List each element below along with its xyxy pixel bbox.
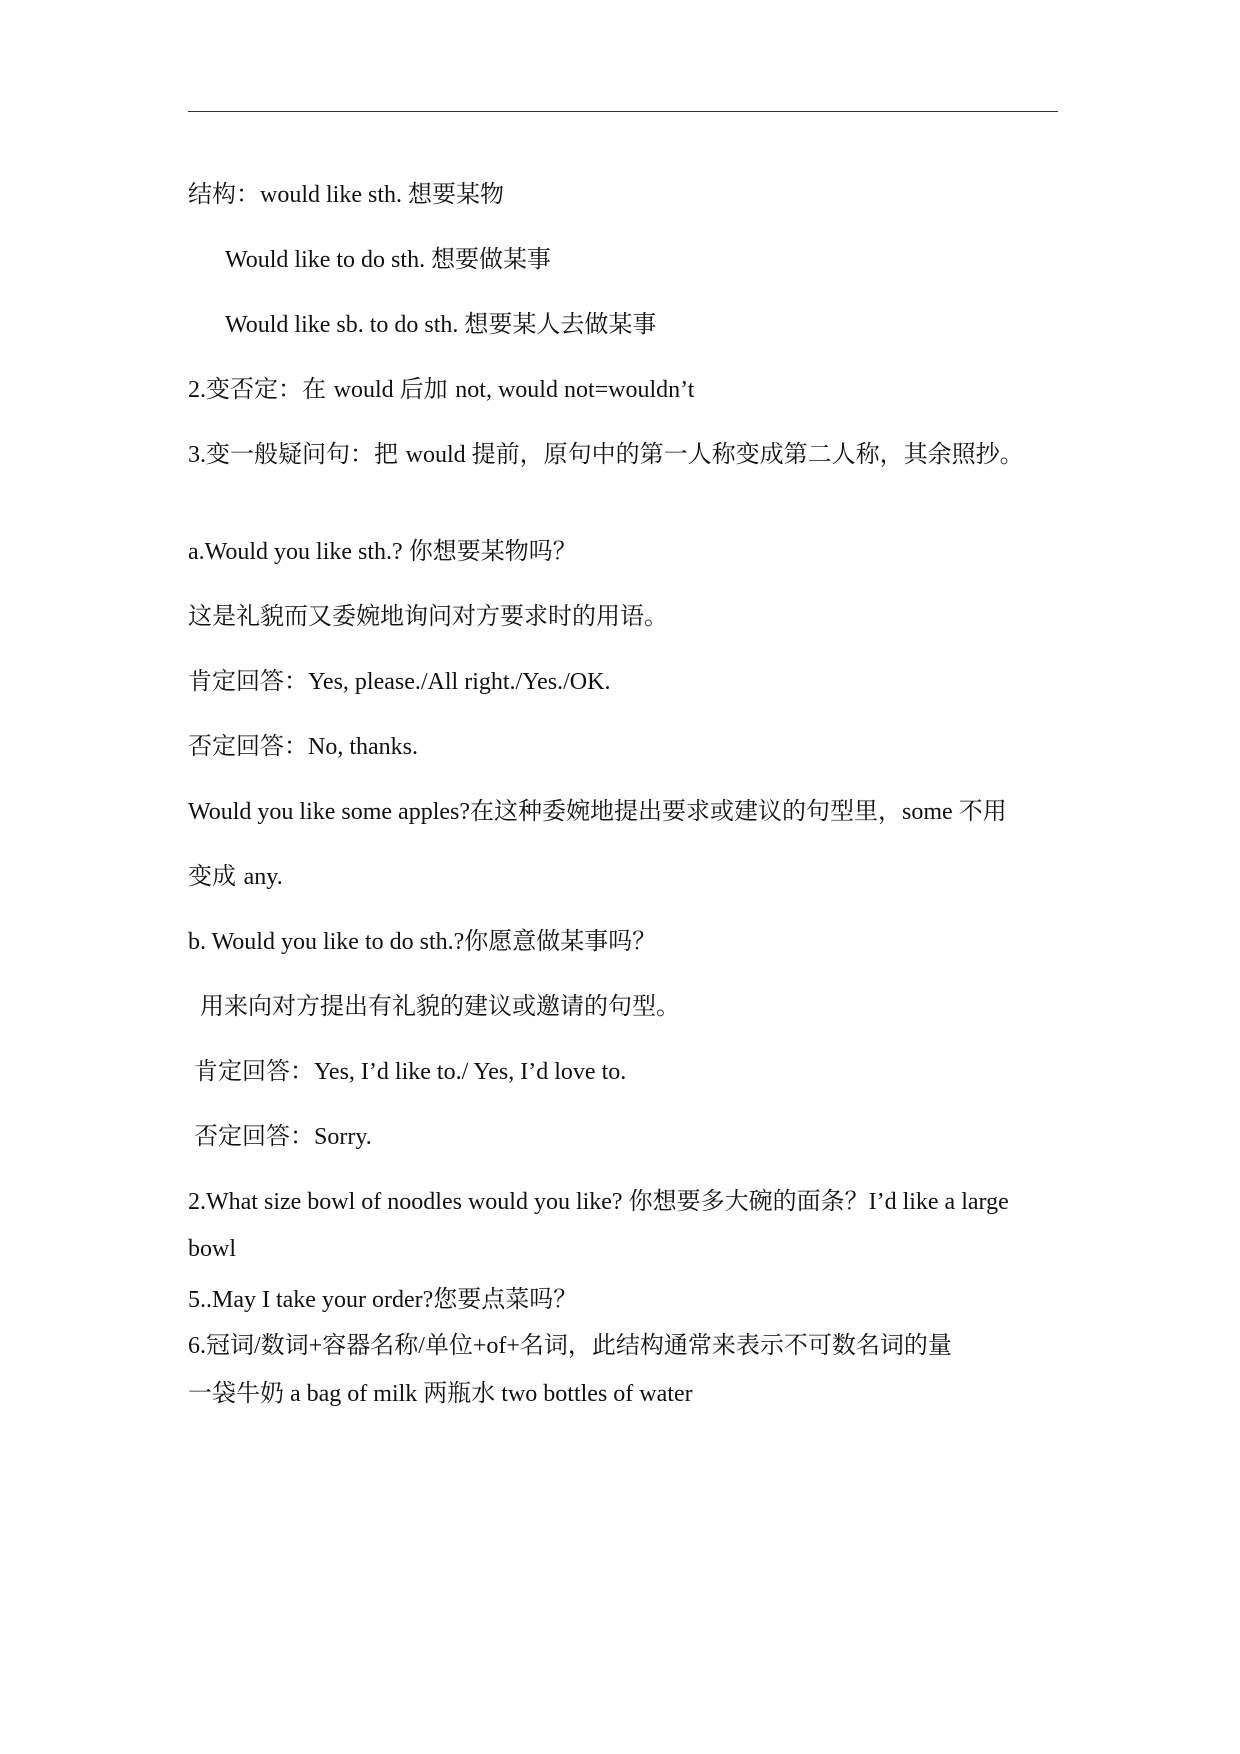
text: 2.: [188, 377, 206, 403]
item-a-line: [188, 535, 577, 568]
text: 在这种委婉地提出要求或建议的句型里，: [470, 797, 903, 825]
text: 后加: [399, 375, 456, 403]
affirmative-answer-a: [188, 665, 610, 698]
text: some: [902, 799, 959, 825]
text: a.Would you like sth.?: [188, 539, 409, 565]
text: 变成: [188, 862, 244, 890]
text: Yes, I’d like to./ Yes, I’d love to.: [314, 1059, 627, 1085]
text: 变否定：在: [206, 375, 334, 403]
text: any.: [243, 864, 283, 890]
structure-line: [188, 178, 504, 211]
text: Sorry.: [314, 1124, 372, 1150]
text: No, thanks.: [308, 734, 418, 760]
text: 想要某人去做某事: [464, 310, 657, 338]
noodles-line: [188, 1185, 1009, 1218]
affirmative-answer-b: [194, 1055, 626, 1088]
polite-note: 这是礼貌而又委婉地询问对方要求时的用语。: [188, 602, 668, 630]
text: 肯定回答：: [194, 1057, 314, 1085]
text: would: [405, 442, 472, 468]
text: Yes, please./All right./Yes./OK.: [308, 669, 611, 695]
measure-example-line: 一袋牛奶 a bag of milk 两瓶水 two bottles of water: [188, 1381, 693, 1407]
question-line: [188, 438, 1024, 471]
text: 不用: [958, 797, 1007, 825]
text: 想要某物: [408, 180, 504, 208]
noodles-line-2: bowl: [188, 1236, 236, 1262]
apples-line: [188, 795, 1007, 828]
text: 你愿意做某事吗？: [464, 927, 657, 955]
text: 否定回答：: [188, 732, 308, 760]
text: would: [333, 377, 400, 403]
suggestion-note: 用来向对方提出有礼貌的建议或邀请的句型。: [200, 992, 680, 1020]
text: 2.What size bowl of noodles would you like?: [188, 1189, 629, 1215]
negative-answer-a: [188, 730, 418, 763]
header-rule: [188, 111, 1058, 112]
text: Would like to do sth.: [225, 247, 432, 273]
text: 您要点菜吗？: [433, 1285, 578, 1313]
text: 5..May I take your order?: [188, 1287, 434, 1313]
negation-line: [188, 373, 694, 406]
structure-line-3: [225, 308, 656, 341]
text: 你想要多大碗的面条？: [628, 1187, 869, 1215]
text: Would you like some apples?: [188, 799, 471, 825]
order-line: [188, 1283, 577, 1316]
text: b. Would you like to do sth.?: [188, 929, 465, 955]
text: 想要做某事: [431, 245, 552, 273]
text: 你想要某物吗？: [408, 537, 577, 565]
text: would like sth.: [260, 182, 408, 208]
structure-line-2: [225, 243, 551, 276]
text: not, would not=wouldn’t: [455, 377, 695, 403]
text: Would like sb. to do sth.: [225, 312, 465, 338]
text: 3.: [188, 442, 206, 468]
text: 提前，原句中的第一人称变成第二人称，其余照抄。: [471, 440, 1024, 468]
measure-rule-line: 6.冠词/数词+容器名称/单位+of+名词，此结构通常来表示不可数名词的量: [188, 1333, 952, 1359]
text: 变一般疑问句：把: [206, 440, 406, 468]
item-b-line: [188, 925, 656, 958]
negative-answer-b: [194, 1120, 372, 1153]
text: 肯定回答：: [188, 667, 308, 695]
text: 结构：: [188, 180, 260, 208]
text: I’d like a large: [868, 1189, 1009, 1215]
apples-line-2: [188, 860, 283, 893]
text: 否定回答：: [194, 1122, 314, 1150]
